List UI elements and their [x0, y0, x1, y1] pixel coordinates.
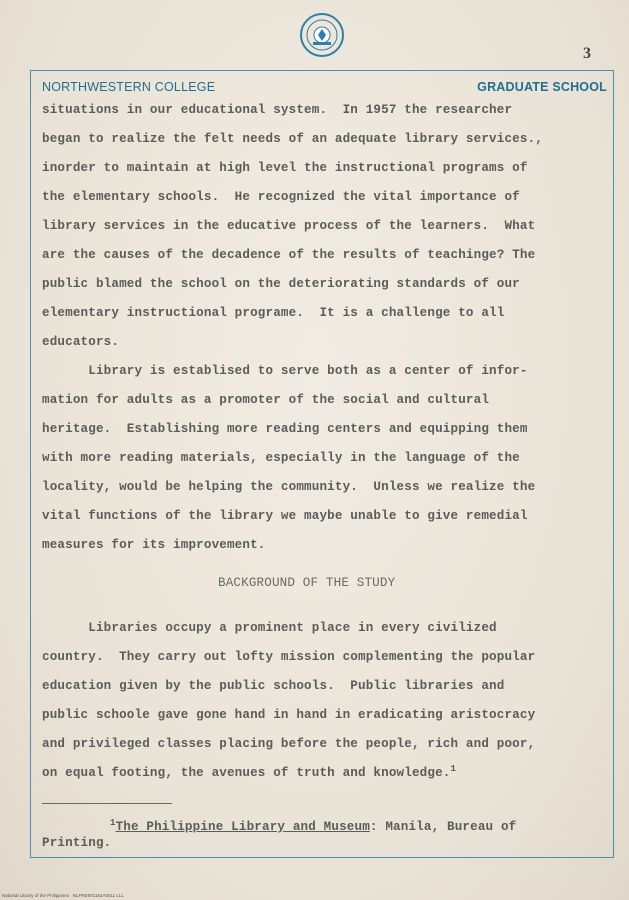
text-line: heritage. Establishing more reading centers and equipping them: [42, 422, 528, 436]
text-line: vital functions of the library we maybe unable to give remedial: [42, 509, 528, 523]
text-line: on equal footing, the avenues of truth and knowledge.: [42, 766, 451, 780]
text-line: education given by the public schools. Public libraries and: [42, 679, 505, 693]
section-heading: BACKGROUND OF THE STUDY: [218, 576, 396, 590]
text-line: situations in our educational system. In 1957 the researcher: [42, 103, 513, 117]
footnote-title: The Philippine Library and Museum: [115, 820, 370, 834]
page-number: 3: [583, 45, 591, 62]
text-line: public schoole gave gone hand in hand in eradicating aristocracy: [42, 708, 536, 722]
text-line: Library is establised to serve both as a center of infor-: [42, 364, 528, 378]
text-line: are the causes of the decadence of the results of teachinge? The: [42, 248, 536, 262]
footnote-divider: [42, 803, 172, 804]
text-line-with-footnote: [42, 763, 457, 780]
institution-name: NORTHWESTERN COLLEGE: [42, 80, 216, 94]
footnote-text: : Manila, Bureau of: [369, 820, 517, 834]
footnote-line: [110, 817, 517, 834]
footnote-marker: 1: [110, 817, 116, 828]
text-line: Libraries occupy a prominent place in every civilized: [42, 621, 497, 635]
footnote-reference: 1: [450, 763, 457, 774]
text-line: began to realize the felt needs of an adequate library services.,: [42, 132, 543, 146]
text-line: educators.: [42, 335, 120, 349]
text-line: library services in the educative process of the learners. What: [42, 219, 536, 233]
text-line: public blamed the school on the deteriorating standards of our: [42, 277, 520, 291]
text-line: inorder to maintain at high level the instructional programs of: [42, 161, 528, 175]
text-line: and privileged classes placing before the people, rich and poor,: [42, 737, 536, 751]
school-name: GRADUATE SCHOOL: [477, 80, 607, 94]
text-line: country. They carry out lofty mission complementing the popular: [42, 650, 536, 664]
footnote-line-2: Printing.: [42, 836, 112, 850]
text-line: mation for adults as a promoter of the social and cultural: [42, 393, 490, 407]
text-line: elementary instructional programe. It is a challenge to all: [42, 306, 505, 320]
text-line: locality, would be helping the community. Unless we realize the: [42, 480, 536, 494]
college-seal-icon: [299, 12, 345, 58]
text-line: with more reading materials, especially in the language of the: [42, 451, 520, 465]
text-line: measures for its improvement.: [42, 538, 266, 552]
text-line: the elementary schools. He recognized the vital importance of: [42, 190, 520, 204]
archive-caption: National Library of the Philippines NLPRE001181A0011 LLL: [2, 893, 124, 898]
